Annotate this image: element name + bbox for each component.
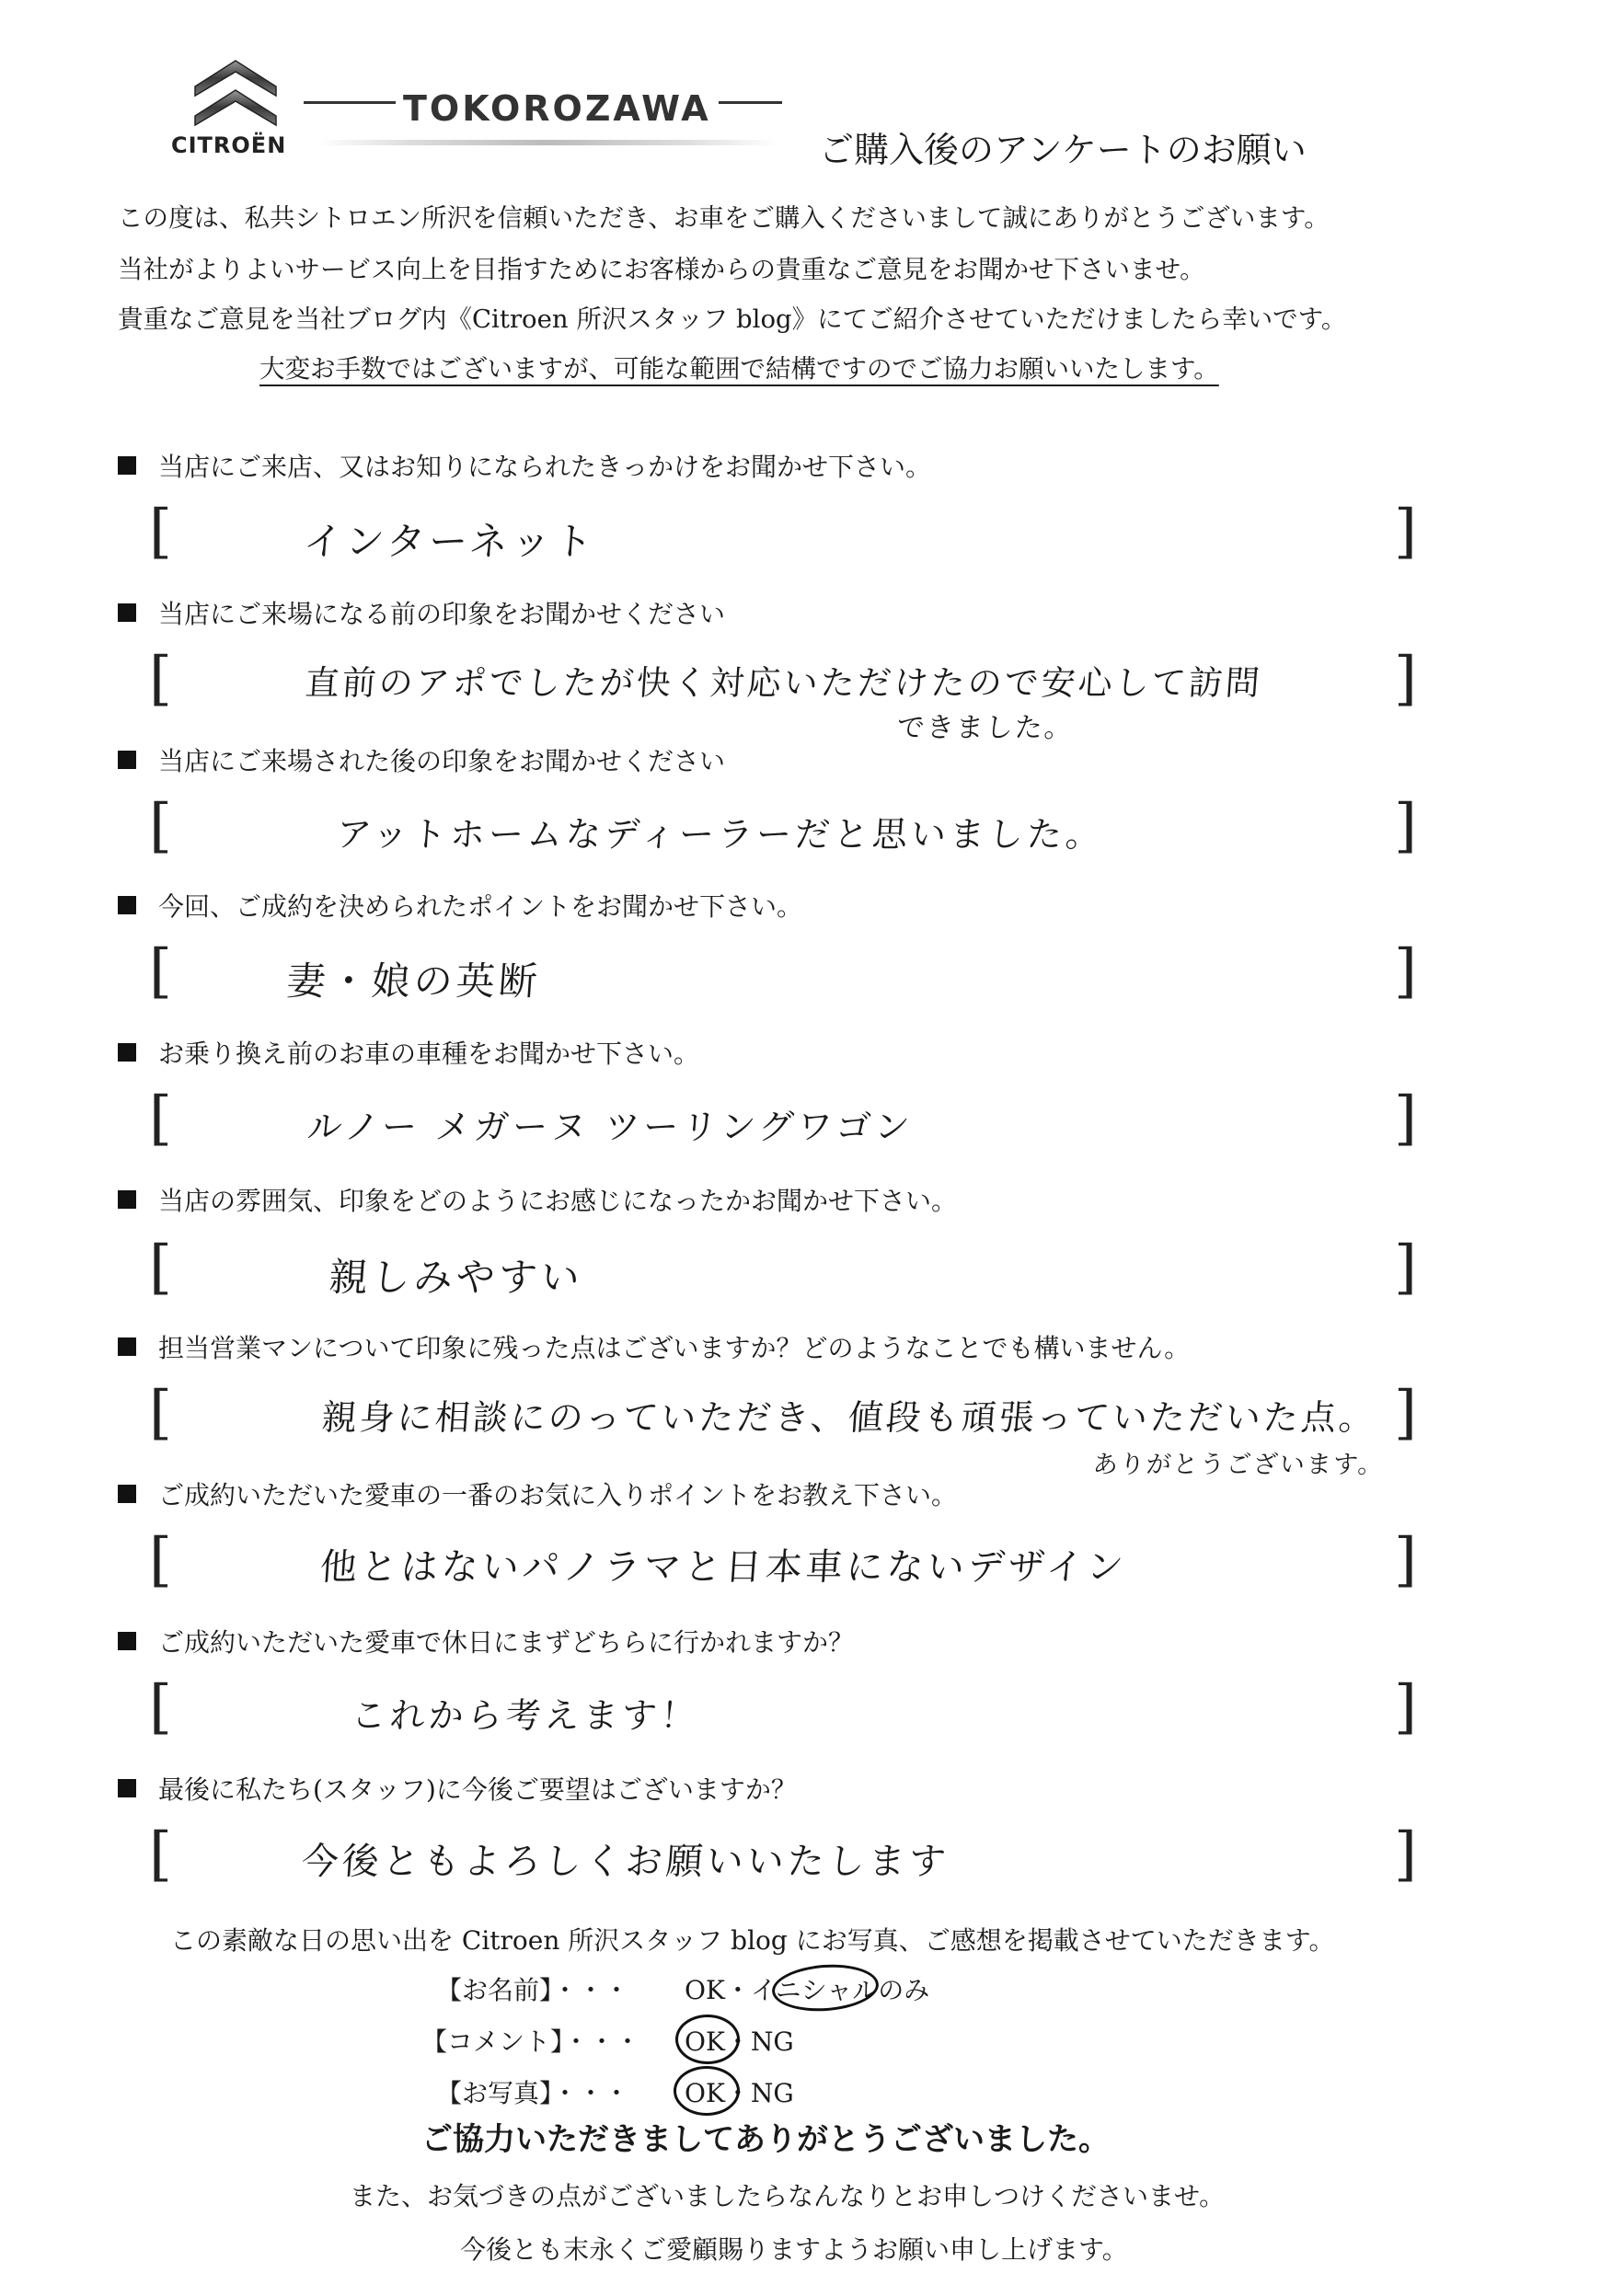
permission-options: OK・NG	[685, 2078, 794, 2108]
answer-bracket-left: [	[149, 1379, 172, 1447]
answer-bracket-left: [	[149, 937, 172, 1005]
question-3: 当店にご来場された後の印象をお聞かせください	[118, 741, 725, 778]
answer-bracket-right: ]	[1394, 1379, 1417, 1447]
square-bullet-icon	[118, 456, 136, 475]
answer-bracket-right: ]	[1394, 1820, 1417, 1888]
square-bullet-icon	[118, 1779, 136, 1797]
question-4: 今回、ご成約を決められたポイントをお聞かせ下さい。	[118, 887, 802, 924]
square-bullet-icon	[118, 751, 136, 769]
question-2: 当店にご来場になる前の印象をお聞かせください	[118, 594, 725, 631]
dealer-name: TOKOROZAWA	[396, 88, 719, 129]
answer-5: ルノー メガーヌ ツーリングワゴン	[305, 1107, 916, 1147]
answer-9: これから考えます！	[350, 1695, 701, 1736]
intro-line: 当社がよりよいサービス向上を目指すためにお客様からの貴重なご意見をお聞かせ下さいませ。	[118, 255, 1205, 284]
permission-label: 【お写真】・・・	[436, 2078, 630, 2108]
blog-notice: この素敵な日の思い出を Citroen 所沢スタッフ blog にお写真、ご感想を掲載させていただきます。	[170, 1925, 1335, 1956]
square-bullet-icon	[118, 896, 136, 914]
answer-bracket-left: [	[149, 1085, 172, 1153]
permission-options: OK・イニシャルのみ	[685, 1975, 930, 2005]
answer-bracket-left: [	[149, 1820, 172, 1888]
question-8: ご成約いただいた愛車の一番のお気に入りポイントをお教え下さい。	[118, 1475, 957, 1512]
square-bullet-icon	[118, 603, 136, 622]
permission-comment	[421, 2022, 992, 2059]
thanks-message: ご協力いただきましてありがとうございました。	[421, 2121, 1110, 2158]
answer-bracket-left: [	[149, 1526, 172, 1594]
answer-7: 親身に相談にのっていただき、値段も頑張っていただいた点。	[320, 1397, 1378, 1438]
answer-bracket-right: ]	[1394, 645, 1417, 713]
closing-line: 今後とも末永くご愛顧賜りますようお願い申し上げます。	[460, 2234, 1128, 2265]
answer-bracket-left: [	[149, 498, 172, 566]
answer-8: 他とはないパノラマと日本車にないデザイン	[318, 1546, 1129, 1589]
answer-3: アットホームなディーラーだと思いました。	[335, 814, 1106, 855]
dealer-underline	[317, 140, 777, 145]
intro-line: この度は、私共シトロエン所沢を信頼いただき、お車をご購入くださいまして誠にありがとうございます。	[118, 203, 1330, 233]
answer-2-continued: できました。	[895, 712, 1075, 744]
answer-4: 妻・娘の英断	[285, 959, 543, 1004]
answer-1: インターネット	[302, 519, 598, 564]
question-7: 担当営業マンについて印象に残った点はございますか？どのようなことでも構いません。	[118, 1328, 1190, 1365]
question-9: ご成約いただいた愛車で休日にまずどちらに行かれますか？	[118, 1623, 854, 1659]
brand-name: CITROËN	[171, 132, 287, 158]
answer-2: 直前のアポでしたが快く対応いただけたので安心して訪問	[304, 663, 1264, 703]
answer-6: 親しみやすい	[328, 1255, 585, 1300]
permission-label: 【お名前】・・・	[436, 1975, 630, 2005]
answer-bracket-left: [	[149, 1673, 172, 1741]
square-bullet-icon	[118, 1337, 136, 1356]
square-bullet-icon	[118, 1043, 136, 1062]
permission-options: OK・NG	[685, 2026, 794, 2057]
answer-bracket-left: [	[149, 792, 172, 860]
square-bullet-icon	[118, 1632, 136, 1650]
answer-bracket-left: [	[149, 645, 172, 713]
question-5: お乗り換え前のお車の車種をお聞かせ下さい。	[118, 1034, 699, 1071]
answer-bracket-right: ]	[1394, 937, 1417, 1005]
permission-name	[436, 1970, 1007, 2007]
answer-bracket-right: ]	[1394, 1085, 1417, 1153]
permission-photo	[436, 2073, 1007, 2110]
square-bullet-icon	[118, 1190, 136, 1209]
selection-circle	[675, 2015, 740, 2064]
answer-7-continued: ありがとうございます。	[1091, 1451, 1386, 1479]
question-1: 当店にご来店、又はお知りになられたきっかけをお聞かせ下さい。	[118, 447, 931, 484]
square-bullet-icon	[118, 1485, 136, 1503]
answer-bracket-left: [	[149, 1234, 172, 1302]
intro-request: 大変お手数ではございますが、可能な範囲で結構ですのでご協力お願いいたします。	[259, 354, 1219, 384]
answer-10: 今後ともよろしくお願いいたします	[300, 1841, 951, 1883]
answer-bracket-right: ]	[1394, 1234, 1417, 1302]
intro-line: 貴重なご意見を当社ブログ内《Citroen 所沢スタッフ blog》にてご紹介させていただけましたら幸いです。	[118, 304, 1347, 334]
answer-bracket-right: ]	[1394, 498, 1417, 566]
answer-bracket-right: ]	[1394, 1526, 1417, 1594]
closing-line: また、お気づきの点がございましたらなんなりとお申しつけくださいませ。	[350, 2181, 1226, 2211]
answer-bracket-right: ]	[1394, 1673, 1417, 1741]
citroen-chevrons-logo	[191, 55, 280, 129]
answer-bracket-right: ]	[1394, 792, 1417, 860]
question-6: 当店の雰囲気、印象をどのようにお感じになったかお聞かせ下さい。	[118, 1181, 957, 1218]
page-title: ご購入後のアンケートのお願い	[819, 130, 1307, 170]
selection-circle	[674, 2066, 740, 2116]
question-10: 最後に私たち(スタッフ)に今後ご要望はございますか？	[118, 1770, 797, 1807]
permission-label: 【コメント】・・・	[421, 2026, 641, 2057]
